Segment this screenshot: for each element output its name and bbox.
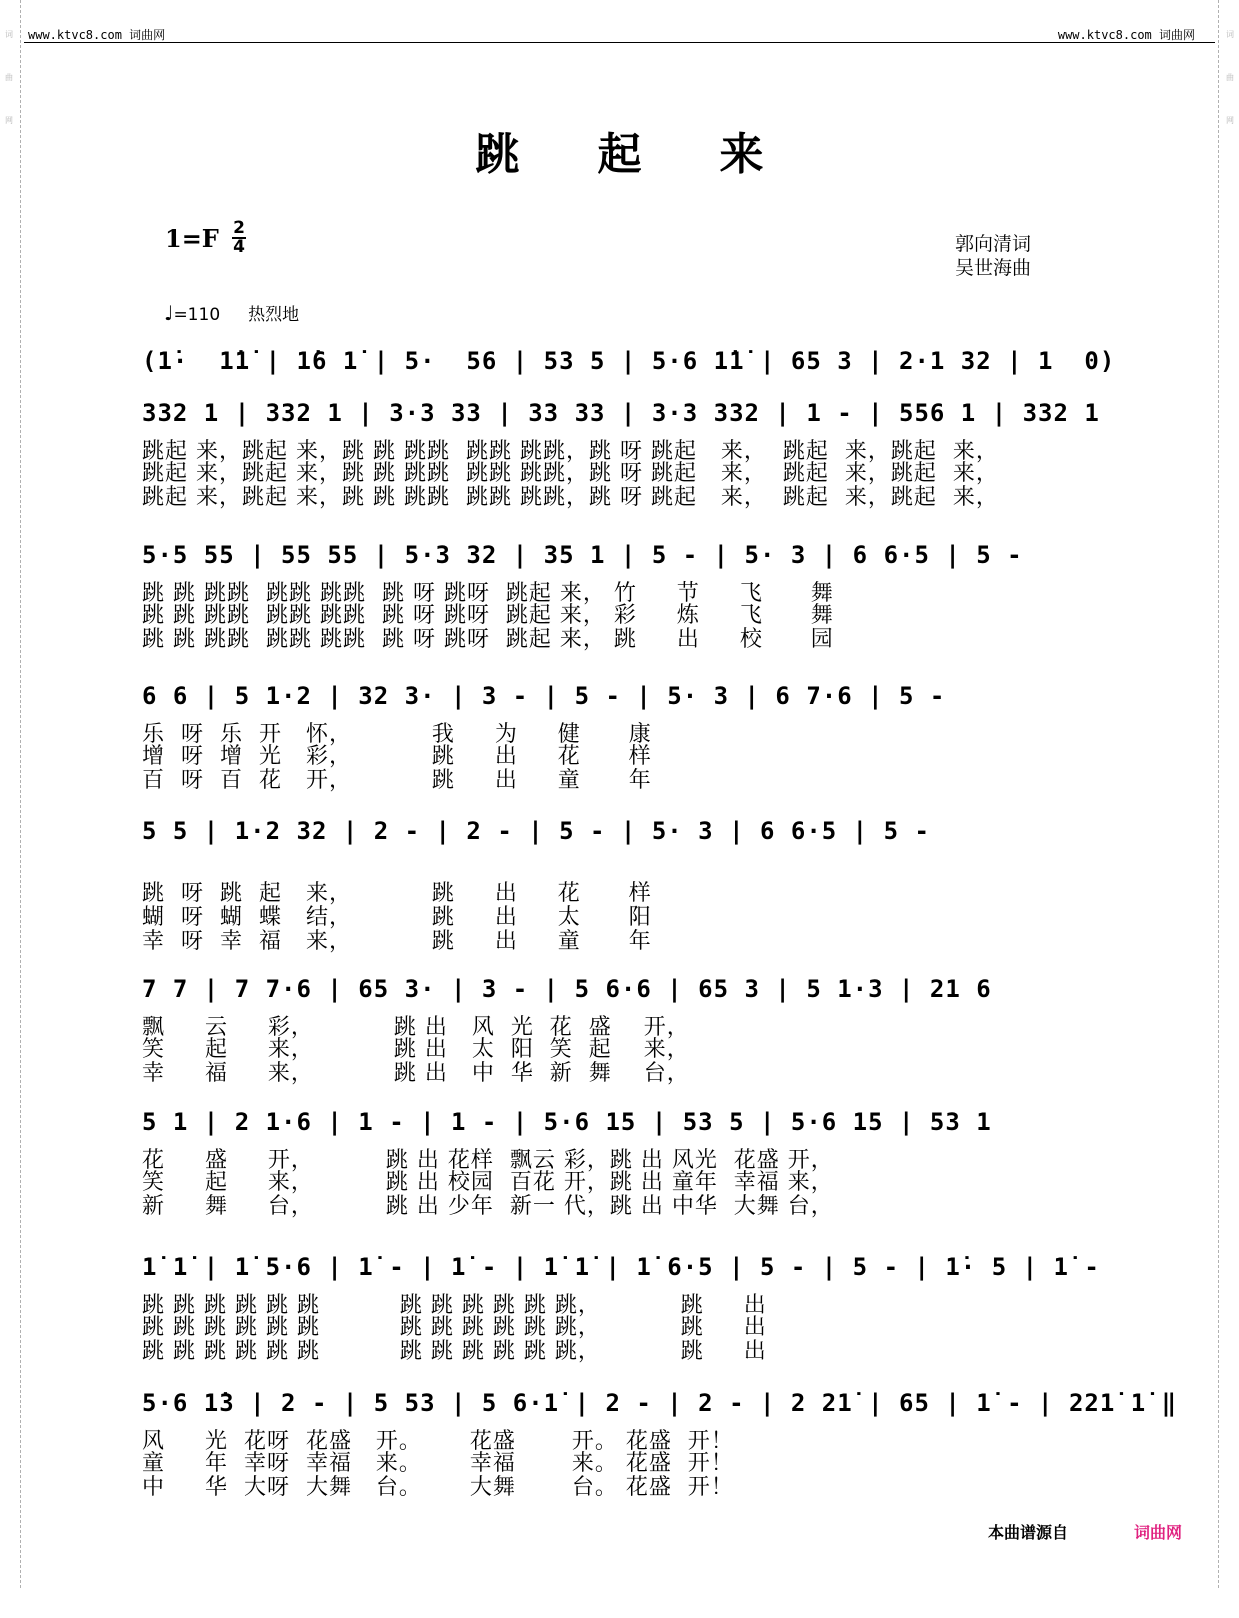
quarter-note-icon: ♩ bbox=[164, 301, 174, 325]
left-dashed-border bbox=[20, 0, 21, 1588]
watermark-char: 网 bbox=[5, 116, 13, 125]
footer-logo: 词曲网 bbox=[1134, 1523, 1183, 1542]
lyricist: 郭向清词 bbox=[955, 233, 1032, 255]
lyric-line: 飘 云 彩， 跳 出 风 光 花 盛 开， bbox=[142, 1015, 690, 1040]
notation-line: (1̇· 1̇1̇ | 1̇6 1̇ | 5· 56 | 53 5 | 5·6 1̇1̇ | 65 3 | 2·1 32 | 1 0) bbox=[142, 347, 1116, 375]
lyric-line: 跳起 来，跳起 来，跳 跳 跳跳 跳跳 跳跳，跳 呀 跳起 来， 跳起 来，跳起 来， bbox=[142, 485, 999, 510]
lyric-line: 蝴 呀 蝴 蝶 结， 跳 出 太 阳 bbox=[142, 905, 652, 930]
lyric-line: 幸 福 来， 跳 出 中 华 新 舞 台， bbox=[142, 1061, 690, 1086]
lyric-line: 跳 呀 跳 起 来， 跳 出 花 样 bbox=[142, 881, 652, 906]
lyric-line: 跳 跳 跳跳 跳跳 跳跳 跳 呀 跳呀 跳起 来， 彩 炼 飞 舞 bbox=[142, 603, 834, 628]
lyric-line: 增 呀 增 光 彩， 跳 出 花 样 bbox=[142, 744, 652, 769]
tempo-marking bbox=[164, 300, 299, 325]
left-watermark-strip bbox=[2, 0, 16, 1618]
right-watermark-strip bbox=[1223, 0, 1237, 1618]
lyric-line: 童 年 幸呀 幸福 来。 幸福 来。 花盛 开！ bbox=[142, 1451, 734, 1476]
notation-line: 5 5 | 1·2 32 | 2 - | 2 - | 5 - | 5· 3 | 6 6·5 | 5 - bbox=[142, 817, 930, 845]
notation-line: 5·6 1̇3 | 2 - | 5 53 | 5 6·1̇ | 2 - | 2 - | 2 21̇ | 65 | 1̇ - | 221̇ 1̇ ‖ bbox=[142, 1389, 1178, 1417]
key-signature: 1=F bbox=[165, 224, 219, 253]
lyric-line: 笑 起 来， 跳 出 太 阳 笑 起 来， bbox=[142, 1037, 690, 1062]
lyric-line: 跳起 来，跳起 来，跳 跳 跳跳 跳跳 跳跳，跳 呀 跳起 来， 跳起 来，跳起 来， bbox=[142, 461, 999, 486]
lyric-line: 乐 呀 乐 开 怀， 我 为 健 康 bbox=[142, 722, 652, 747]
lyric-line: 中 华 大呀 大舞 台。 大舞 台。 花盛 开！ bbox=[142, 1475, 734, 1500]
notation-line: 5·5 55 | 55 55 | 5·3 32 | 35 1 | 5 - | 5· 3 | 6 6·5 | 5 - bbox=[142, 541, 1023, 569]
lyric-line: 花 盛 开， 跳 出 花样 飘云 彩，跳 出 风光 花盛 开， bbox=[142, 1148, 834, 1173]
lyric-line: 跳起 来，跳起 来，跳 跳 跳跳 跳跳 跳跳，跳 呀 跳起 来， 跳起 来，跳起 来， bbox=[142, 439, 999, 464]
watermark-char: 曲 bbox=[5, 73, 13, 82]
watermark-char: 词 bbox=[1226, 30, 1234, 39]
notation-line: 6 6 | 5 1·2 | 32 3· | 3 - | 5 - | 5· 3 | 6 7·6 | 5 - bbox=[142, 682, 946, 710]
header-rule bbox=[24, 42, 1215, 43]
time-signature-top: 2 bbox=[233, 218, 245, 238]
header-site-left: www.ktvc8.com 词曲网 bbox=[28, 28, 166, 42]
song-title: 跳起来 bbox=[475, 129, 842, 180]
time-signature-bottom: 4 bbox=[233, 237, 245, 257]
lyric-line: 跳 跳 跳跳 跳跳 跳跳 跳 呀 跳呀 跳起 来， 跳 出 校 园 bbox=[142, 627, 834, 652]
lyric-line: 跳 跳 跳 跳 跳 跳 跳 跳 跳 跳 跳 跳， 跳 出 bbox=[142, 1293, 767, 1318]
lyric-line: 风 光 花呀 花盛 开。 花盛 开。 花盛 开！ bbox=[142, 1429, 734, 1454]
watermark-char: 网 bbox=[1226, 116, 1234, 125]
lyric-line: 百 呀 百 花 开， 跳 出 童 年 bbox=[142, 768, 652, 793]
lyric-line: 幸 呀 幸 福 来， 跳 出 童 年 bbox=[142, 929, 652, 954]
lyric-line: 笑 起 来， 跳 出 校园 百花 开，跳 出 童年 幸福 来， bbox=[142, 1170, 834, 1195]
header-site-right: www.ktvc8.com 词曲网 bbox=[1057, 28, 1195, 42]
lyric-line: 跳 跳 跳 跳 跳 跳 跳 跳 跳 跳 跳 跳， 跳 出 bbox=[142, 1339, 767, 1364]
lyric-line: 跳 跳 跳 跳 跳 跳 跳 跳 跳 跳 跳 跳， 跳 出 bbox=[142, 1315, 767, 1340]
watermark-char: 曲 bbox=[1226, 73, 1234, 82]
notation-line: 7 7 | 7 7·6 | 65 3· | 3 - | 5 6·6 | 65 3 | 5 1·3 | 21 6 bbox=[142, 975, 992, 1003]
footer-source-label: 本曲谱源自 bbox=[988, 1523, 1069, 1542]
notation-line: 1̇ 1̇ | 1̇ 5·6 | 1̇ - | 1̇ - | 1̇ 1̇ | 1̇ 6·5 | 5 - | 5 - | 1̇· 5 | 1̇ - bbox=[142, 1253, 1100, 1281]
lyric-line: 新 舞 台， 跳 出 少年 新一 代，跳 出 中华 大舞 台， bbox=[142, 1194, 834, 1219]
composer: 吴世海曲 bbox=[955, 257, 1032, 279]
right-dashed-border bbox=[1218, 0, 1219, 1588]
watermark-char: 词 bbox=[5, 30, 13, 39]
credits bbox=[955, 232, 1031, 280]
tempo-value: =110 bbox=[173, 305, 221, 325]
time-signature bbox=[232, 220, 246, 256]
notation-line: 5 1 | 2 1·6 | 1 - | 1 - | 5·6 15 | 53 5 | 5·6 15 | 53 1 bbox=[142, 1108, 992, 1136]
lyric-line: 跳 跳 跳跳 跳跳 跳跳 跳 呀 跳呀 跳起 来， 竹 节 飞 舞 bbox=[142, 581, 834, 606]
notation-line: 332 1 | 332 1 | 3·3 33 | 33 33 | 3·3 332 | 1 - | 556 1 | 332 1 bbox=[142, 399, 1100, 427]
tempo-expression: 热烈地 bbox=[248, 305, 300, 325]
